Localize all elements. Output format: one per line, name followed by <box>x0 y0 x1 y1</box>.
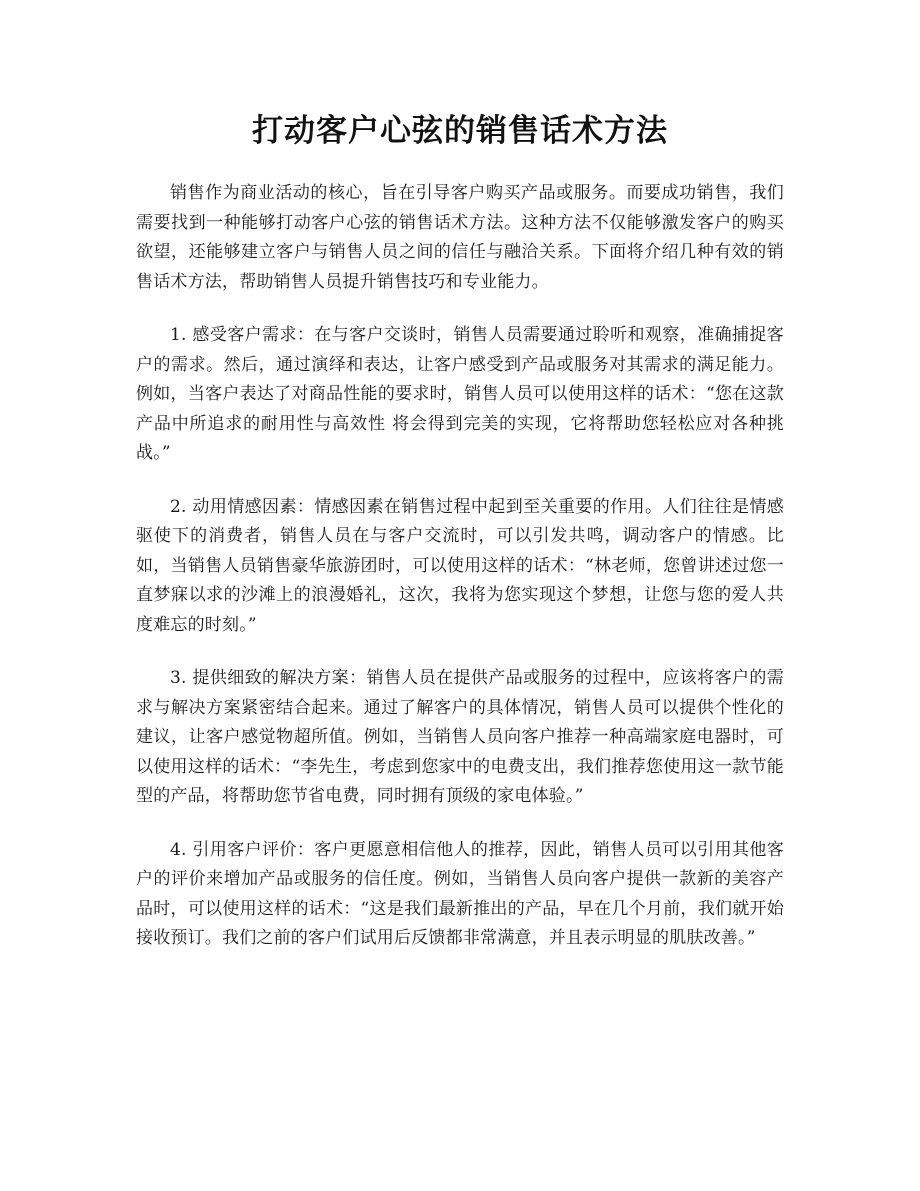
paragraph-intro: 销售作为商业活动的核心，旨在引导客户购买产品或服务。而要成功销售，我们需要找到一种能够打动客户心弦的销售话术方法。这种方法不仅能够激发客户的购买欲望，还能够建立客户与销售人员之间的信任与融洽关系。下面将介绍几种有效的销售话术方法，帮助销售人员提升销售技巧和专业能力。 <box>136 183 784 292</box>
document-title: 打动客户心弦的销售话术方法 <box>252 113 668 149</box>
paragraph-3-solutions: 3. 提供细致的解决方案：销售人员在提供产品或服务的过程中，应该将客户的需求与解决方案紧密结合起来。通过了解客户的具体情况，销售人员可以提供个性化的建议，让客户感觉物超所值。例如，当销售人员向客户推荐一种高端家庭电器时，可以使用这样的话术：“李先生，考虑到您家中的电费支出，我们推荐您使用这一款节能型的产品，将帮助您节省电费，同时拥有顶级的家电体验。” <box>136 668 784 806</box>
document-body <box>136 179 784 954</box>
paragraph-1-sense-needs: 1. 感受客户需求：在与客户交谈时，销售人员需要通过聆听和观察，准确捕捉客户的需求。然后，通过演绎和表达，让客户感受到产品或服务对其需求的满足能力。例如，当客户表达了对商品性能的要求时，销售人员可以使用这样的话术：“您在这款产品中所追求的耐用性与高效性 将会得到完美的实现，它将帮助您轻松应对各种挑战。” <box>136 325 784 463</box>
paragraph-2-emotion: 2. 动用情感因素：情感因素在销售过程中起到至关重要的作用。人们往往是情感驱使下的消费者，销售人员在与客户交流时，可以引发共鸣，调动客户的情感。比如，当销售人员销售豪华旅游团时，可以使用这样的话术：“林老师，您曾讲述过您一直梦寐以求的沙滩上的浪漫婚礼，这次，我将为您实现这个梦想，让您与您的爱人共度难忘的时刻。” <box>136 496 784 635</box>
paragraph-4-testimonials: 4. 引用客户评价：客户更愿意相信他人的推荐，因此，销售人员可以引用其他客户的评价来增加产品或服务的信任度。例如，当销售人员向客户提供一款新的美容产品时，可以使用这样的话术：“这是我们最新推出的产品，早在几个月前，我们就开始接收预订。我们之前的客户们试用后反馈都非常满意，并且表示明显的肌肤改善。” <box>136 839 784 948</box>
